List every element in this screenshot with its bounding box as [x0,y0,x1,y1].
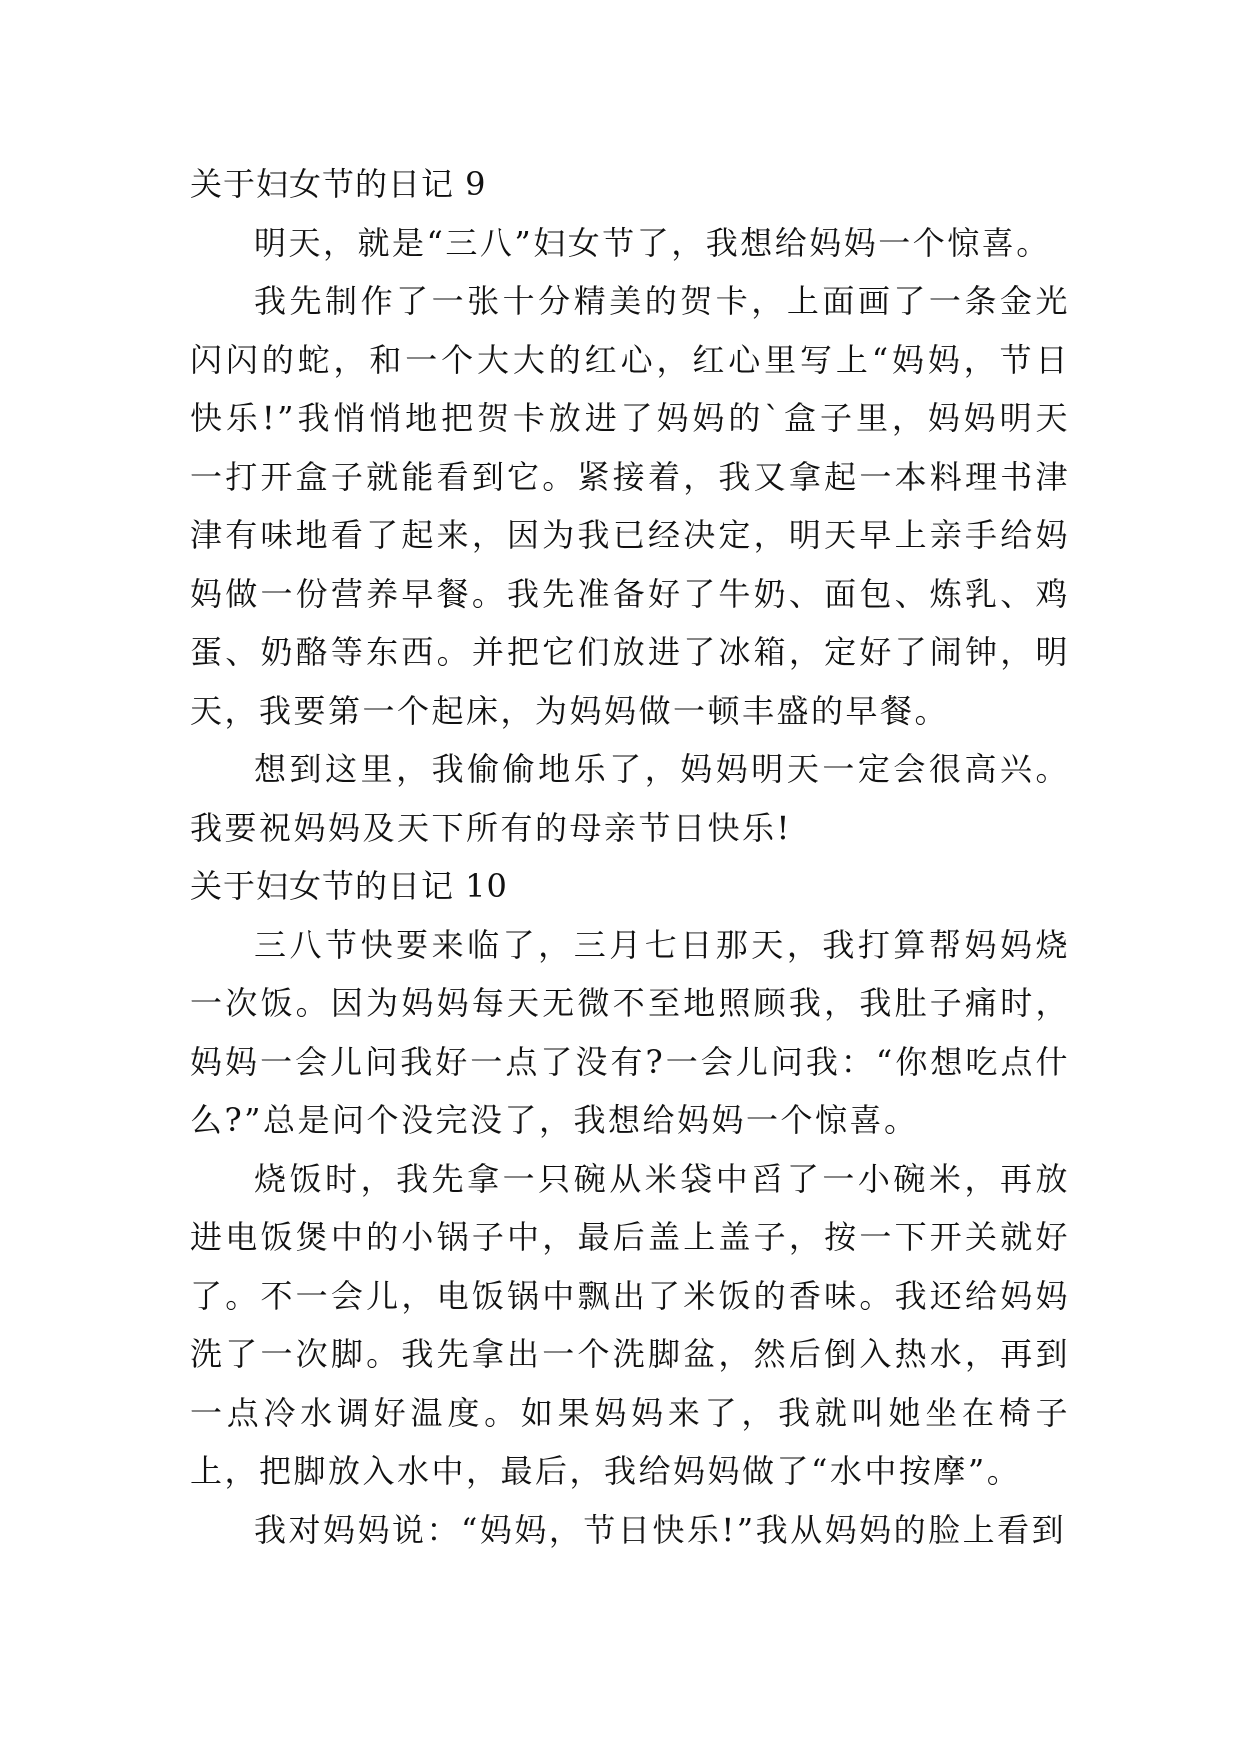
document-body [190,155,1070,1559]
diary-entry-9 [190,155,1070,857]
paragraph: 明天，就是“三八”妇女节了，我想给妈妈一个惊喜。 [254,223,1051,262]
paragraph: 想到这里，我偷偷地乐了，妈妈明天一定会很高兴。我要祝妈妈及天下所有的母亲节日快乐! [190,750,1070,847]
paragraph: 我对妈妈说：“妈妈，节日快乐!”我从妈妈的脸上看到 [254,1510,1067,1549]
paragraph: 烧饭时，我先拿一只碗从米袋中舀了一小碗米，再放进电饭煲中的小锅子中，最后盖上盖子，按一下开关就好了。不一会儿，电饭锅中飘出了米饭的香味。我还给妈妈洗了一次脚。我先拿出一个洗脚盆，然后倒入热水，再到一点冷水调好温度。如果妈妈来了，我就叫她坐在椅子上，把脚放入水中，最后，我给妈妈做了“水中按摩”。 [190,1159,1070,1490]
entry-heading: 关于妇女节的日记 10 [190,867,508,905]
paragraph: 三八节快要来临了，三月七日那天，我打算帮妈妈烧一次饭。因为妈妈每天无微不至地照顾我，我肚子痛时，妈妈一会儿问我好一点了没有?一会儿问我：“你想吃点什么?”总是问个没完没了，我想给妈妈一个惊喜。 [190,925,1070,1139]
paragraph: 我先制作了一张十分精美的贺卡，上面画了一条金光闪闪的蛇，和一个大大的红心，红心里写上“妈妈，节日快乐!”我悄悄地把贺卡放进了妈妈的`盒子里，妈妈明天一打开盒子就能看到它。紧接着，我又拿起一本料理书津津有味地看了起来，因为我已经决定，明天早上亲手给妈妈做一份营养早餐。我先准备好了牛奶、面包、炼乳、鸡蛋、奶酪等东西。并把它们放进了冰箱，定好了闹钟，明天，我要第一个起床，为妈妈做一顿丰盛的早餐。 [190,282,1070,730]
diary-entry-10 [190,857,1070,1559]
entry-heading: 关于妇女节的日记 9 [190,165,487,203]
